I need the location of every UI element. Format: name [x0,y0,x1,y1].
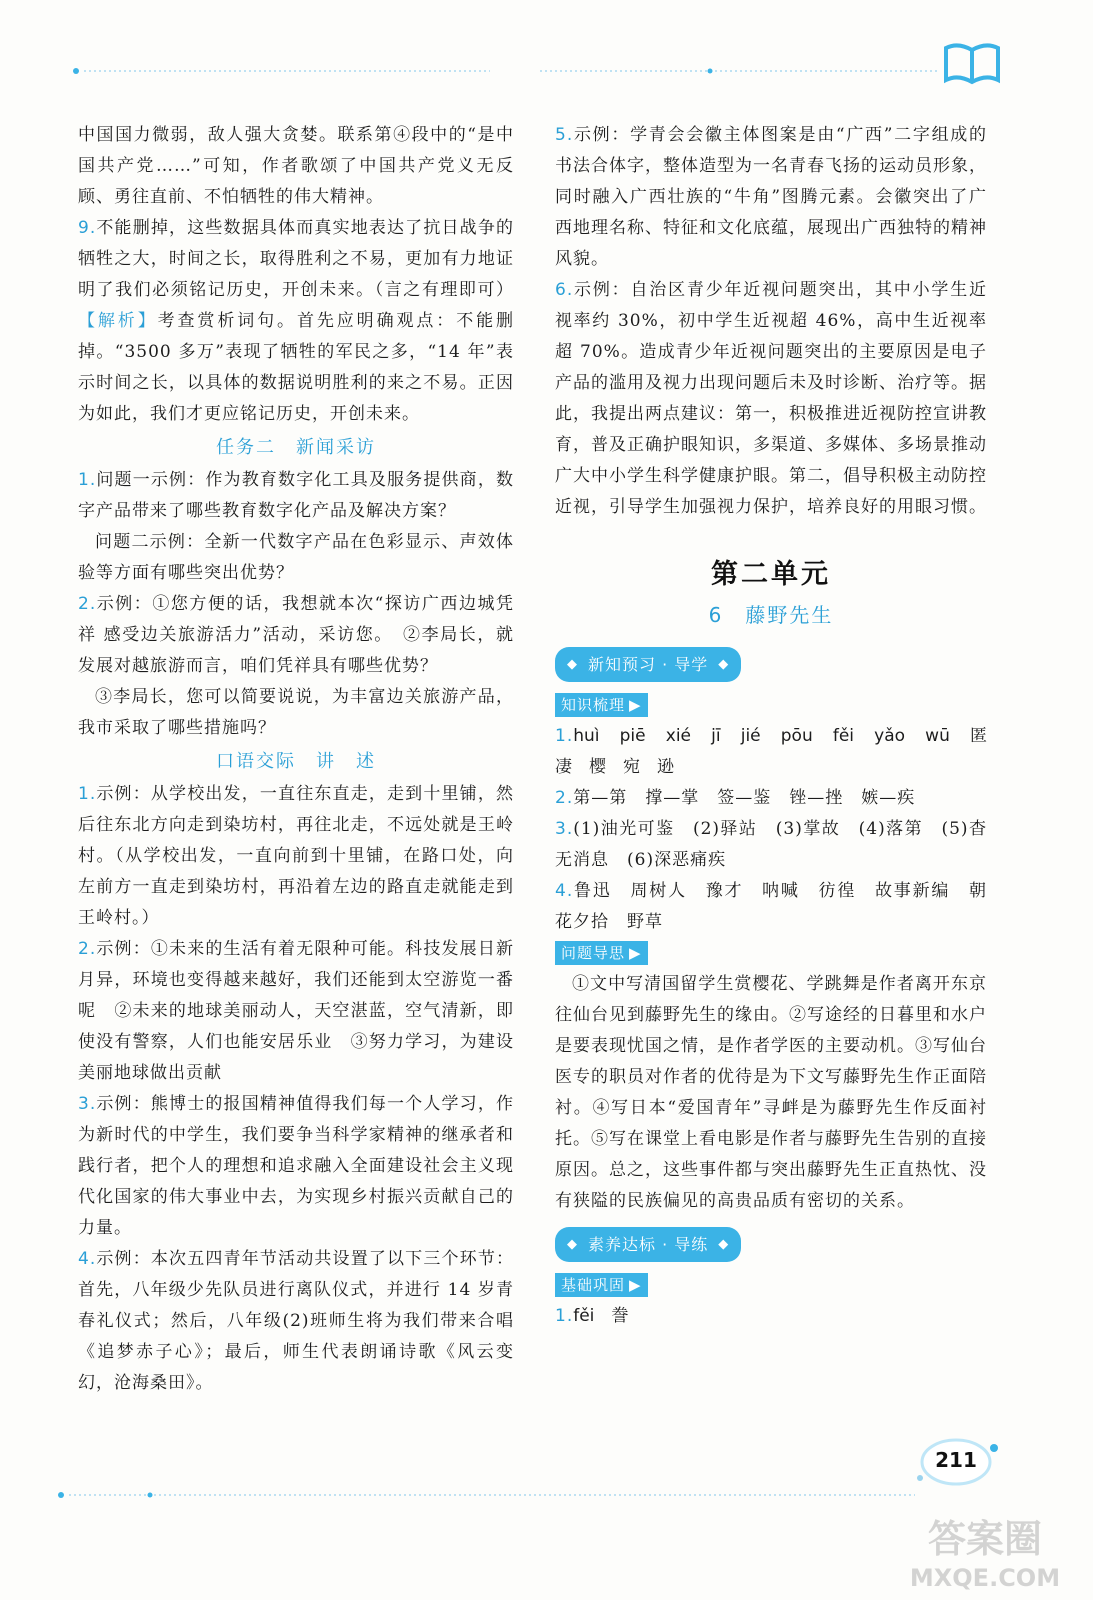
item-number: 5. [555,125,574,145]
knowledge-item [555,814,987,876]
section-heading-oral: 口语交际 讲 述 [216,751,376,772]
play-arrow-icon: ▶ [629,696,642,714]
watermark-logo [890,1508,1080,1594]
right-column [555,120,1004,1332]
item-text: (1)油光可鉴 (2)驿站 (3)掌故 (4)落第 (5)杳无消息 (6)深恶痛疾 [555,819,987,870]
item-number: 9. [78,218,97,238]
item-number: 4. [78,1249,97,1269]
book-icon [942,40,1002,86]
answer-item-6 [555,275,987,523]
answer-item [78,527,514,589]
paragraph-continued: 中国国力微弱，敌人强大贪婪。联系第④段中的“是中国共产党……”可知，作者歌颂了中国共产党义无反顾、勇往直前、不怕牺牲的伟大精神。 [78,125,514,207]
diamond-icon: ◆ [718,657,730,672]
lesson-title: 6 藤野先生 [708,603,834,627]
tag-label: 知识梳理 [561,696,626,714]
item-number: 4. [555,881,574,901]
analysis-tag: 【解析】 [78,311,158,331]
watermark-text: 答案圈 [927,1517,1043,1561]
item-text: 不能删掉，这些数据具体而真实地表达了抗日战争的牺牲之大，时间之长，取得胜利之不易，更加有力地证明了我们必须铭记历史，开创未来。（言之有理即可） [78,218,514,300]
item-number: 3. [555,819,574,839]
item-text: 第—第 撑—掌 签—鉴 锉—挫 嫉—疾 [573,788,916,808]
knowledge-item [555,876,987,938]
knowledge-item [555,721,1004,783]
item-number: 1. [555,1306,574,1326]
page-number: 211 [935,1448,977,1472]
item-number: 2. [555,788,574,808]
play-arrow-icon: ▶ [629,1276,642,1294]
answer-item [78,1089,514,1244]
answer-item [78,682,514,744]
item-text: ③李局长，您可以简要说说，为丰富边关旅游产品，我市采取了哪些措施吗？ [78,687,514,738]
answer-item [78,934,514,1089]
item-text: 示例：熊博士的报国精神值得我们每一个人学习，作为新时代的中学生，我们要争当科学家精神的继承者和践行者，把个人的理想和追求融入全面建设社会主义现代化国家的伟大事业中去，为实现乡村振兴贡献自己的力量。 [78,1094,514,1238]
basic-item [555,1301,987,1332]
news-answers [78,465,514,744]
footer-dotted-line [55,1488,935,1502]
item-text: 示例：①您方便的话，我想就本次“探访广西边城凭祥 感受边关旅游活力”活动，采访您。 ②李局长，就发展对越旅游而言，咱们凭祥具有哪些优势？ [78,594,514,676]
item-text: 示例：自治区青少年近视问题突出，其中小学生近视率约 30%，初中学生近视超 46%，高中生近视率超 70%。造成青少年近视问题突出的主要原因是电子产品的滥用及视力出现问题后未及时诊断、治疗等。据此，我提出两点建议：第一，积极推进近视防控宣讲教育，普及正确护眼知识，多渠道、多媒体、多场景推动广大中小学生科学健康护眼。第二，倡导积极主动防控近视，引导学生加强视力保护，培养良好的用眼习惯。 [555,280,987,517]
banner-label: 新知预习 · 导学 [588,655,709,674]
item-text: 问题二示例：全新一代数字产品在色彩显示、声效体验等方面有哪些突出优势？ [78,532,514,583]
item-text: huì piē xié jī jié pōu fěi yǎo wū 匿 凄 樱 宛 逊 [555,726,1004,777]
question-paragraph: ①文中写清国留学生赏樱花、学跳舞是作者离开东京往仙台见到藤野先生的缘由。②写途经的日暮里和水户是要表现忧国之情，是作者学医的主要动机。③写仙台医专的职员对作者的优待是为下文写藤野先生作正面陪衬。④写日本“爱国青年”寻衅是为藤野先生作反面衬托。⑤写在课堂上看电影是作者与藤野先生告别的直接原因。总之，这些事件都与突出藤野先生正直热忱、没有狭隘的民族偏见的高贵品质有密切的关系。 [555,974,987,1211]
play-arrow-icon: ▶ [629,944,642,962]
tag-label: 问题导思 [561,944,626,962]
item-text: fěi 誊 [573,1306,629,1326]
header-dotted-line [70,64,950,78]
preview-banner [555,647,741,682]
knowledge-tag [555,693,648,717]
item-number: 3. [78,1094,97,1114]
item-number: 1. [555,726,574,746]
oral-answers [78,779,514,1399]
item-number: 2. [78,594,97,614]
item-text: 示例：①未来的生活有着无限种可能。科技发展日新月异，环境也变得越来越好，我们还能到太空游览一番呢 ②未来的地球美丽动人，天空湛蓝，空气清新，即使没有警察，人们也能安居乐业 ③努力学习，为建设美丽地球做出贡献 [78,939,514,1083]
item-text: 示例：学青会会徽主体图案是由“广西”二字组成的书法合体字，整体造型为一名青春飞扬的运动员形象，同时融入广西壮族的“牛角”图腾元素。会徽突出了广西地理名称、特征和文化底蕴，展现出广西独特的精神风貌。 [555,125,987,269]
item-text: 示例：从学校出发，一直往东直走，走到十里铺，然后往东北方向走到染坊村，再往北走，不远处就是王岭村。（从学校出发，一直向前到十里铺，在路口处，向左前方一直走到染坊村，再沿着左边的路直走就能走到王岭村。） [78,784,514,928]
item-text: 示例：本次五四青年节活动共设置了以下三个环节：首先，八年级少先队员进行离队仪式，并进行 14 岁青春礼仪式；然后，八年级(2)班师生将为我们带来合唱《追梦赤子心》；最后，师生代表朗诵诗歌《风云变幻，沧海桑田》。 [78,1249,514,1393]
diamond-icon: ◆ [567,1237,578,1252]
item-number: 2. [78,939,97,959]
unit-title: 第二单元 [711,559,831,590]
item-text: 问题一示例：作为教育数字化工具及服务提供商，数字产品带来了哪些教育数字化产品及解决方案？ [78,470,514,521]
analysis-text: 考查赏析词句。首先应明确观点：不能删掉。“3500 多万”表现了牺牲的军民之多，“14 年”表示时间之长，以具体的数据说明胜利的来之不易。正因为如此，我们才更应铭记历史，开创未来。 [78,311,515,424]
diamond-icon: ◆ [718,1237,730,1252]
item-text: 鲁迅 周树人 豫才 呐喊 彷徨 故事新编 朝花夕拾 野草 [555,881,987,932]
practice-banner [555,1227,741,1262]
answer-item [78,589,514,682]
answer-item-5 [555,120,987,275]
tag-label: 基础巩固 [561,1276,626,1294]
item-number: 1. [78,470,97,490]
basic-tag [555,1273,648,1297]
item-number: 6. [555,280,574,300]
banner-label: 素养达标 · 导练 [588,1235,709,1254]
answer-item-9 [78,213,514,430]
left-column [78,120,514,1399]
answer-item [78,779,514,934]
knowledge-item [555,783,987,814]
answer-item [78,465,514,527]
answer-item [78,1244,514,1399]
watermark-url: MXQE.COM [909,1564,1061,1592]
question-tag [555,941,648,965]
section-heading-news: 任务二 新闻采访 [216,437,376,458]
item-number: 1. [78,784,97,804]
diamond-icon: ◆ [567,657,578,672]
